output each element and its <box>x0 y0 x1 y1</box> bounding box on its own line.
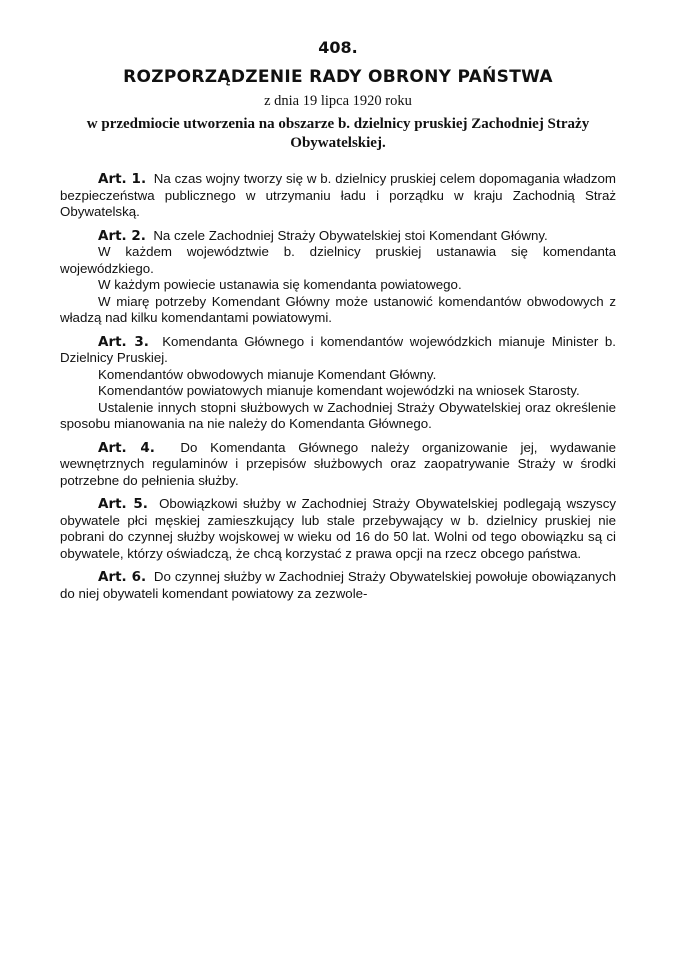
article-text: Do Komendanta Głównego należy organizowanie jej, wydawanie wewnętrznych regulaminów i przepisów służbowych oraz zaopatrywanie Straży w środki potrzebne do pełnienia służby. <box>60 439 616 488</box>
article-paragraph <box>60 244 616 277</box>
date-line: z dnia 19 lipca 1920 roku <box>264 93 412 109</box>
article-paragraph <box>60 171 616 221</box>
article-6 <box>60 569 616 602</box>
article-paragraph <box>60 334 616 367</box>
article-3 <box>60 334 616 433</box>
article-paragraph <box>60 383 616 400</box>
article-paragraph <box>60 496 616 562</box>
article-text: Obowiązkowi służby w Zachodniej Straży Obywatelskiej podlegają wszyscy obywatele płci męskiej zamieszkujący lub stale przebywający w b. dzielnicy pruskiej nie pobrani do czynnej służby wojskowej w wieku od 16 do 50 lat. Wolni od tego obowiązku są ci obywatele, którzy oświadczą, że chcą korzystać z prawa opcji na rzecz obcego państwa. <box>60 496 616 561</box>
article-paragraph <box>60 440 616 490</box>
articles-body <box>60 171 616 602</box>
article-label: Art. 1. <box>98 171 147 187</box>
article-paragraph <box>60 294 616 327</box>
article-text: W miarę potrzeby Komendant Główny może ustanowić komendantów obwodowych z władzą nad kilku komendantami powiatowymi. <box>60 293 616 325</box>
article-label: Art. 3. <box>98 333 149 350</box>
article-paragraph <box>60 228 616 245</box>
document-page <box>60 38 616 609</box>
article-1 <box>60 171 616 221</box>
article-2 <box>60 228 616 327</box>
article-paragraph <box>60 367 616 384</box>
article-text: Do czynnej służby w Zachodniej Straży Obywatelskiej powołuje obowiązanych do niej obywateli komendant powiatowy za zezwole- <box>60 569 616 601</box>
document-title: ROZPORZĄDZENIE RADY OBRONY PAŃSTWA <box>123 67 553 87</box>
article-text: W każdem województwie b. dzielnicy pruskiej ustanawia się komendanta wojewódzkiego. <box>60 244 616 276</box>
article-text: Komendantów powiatowych mianuje komendant wojewódzki na wniosek Starosty. <box>98 383 580 398</box>
article-label: Art. 2. <box>98 227 146 244</box>
article-text: W każdym powiecie ustanawia się komendanta powiatowego. <box>98 277 462 292</box>
page-number: 408. <box>318 38 358 57</box>
article-text: Komendanta Głównego i komendantów wojewódzkich mianuje Minister b. Dzielnicy Pruskiej. <box>60 333 616 365</box>
article-4 <box>60 440 616 490</box>
document-subject: w przedmiocie utworzenia na obszarze b. dzielnicy pruskiej Zachodniej Straży Obywatelskiej. <box>86 116 590 151</box>
article-text: Ustalenie innych stopni służbowych w Zachodniej Straży Obywatelskiej oraz określenie sposobu mianowania na nie należy do Komendanta Głównego. <box>60 399 616 431</box>
article-paragraph <box>60 569 616 602</box>
article-label: Art. 5. <box>98 496 148 512</box>
article-paragraph <box>60 277 616 294</box>
article-text: Komendantów obwodowych mianuje Komendant Główny. <box>98 366 437 382</box>
article-label: Art. 4. <box>98 439 155 456</box>
article-label: Art. 6. <box>98 569 147 585</box>
article-5 <box>60 496 616 562</box>
article-text: Na czele Zachodniej Straży Obywatelskiej stoi Komendant Główny. <box>153 227 548 243</box>
article-text: Na czas wojny tworzy się w b. dzielnicy pruskiej celem dopomagania władzom bezpieczeństwa publicznego w utrzymaniu ładu i porządku w kraju Zachodnią Straż Obywatelską. <box>60 171 616 219</box>
article-paragraph <box>60 400 616 433</box>
